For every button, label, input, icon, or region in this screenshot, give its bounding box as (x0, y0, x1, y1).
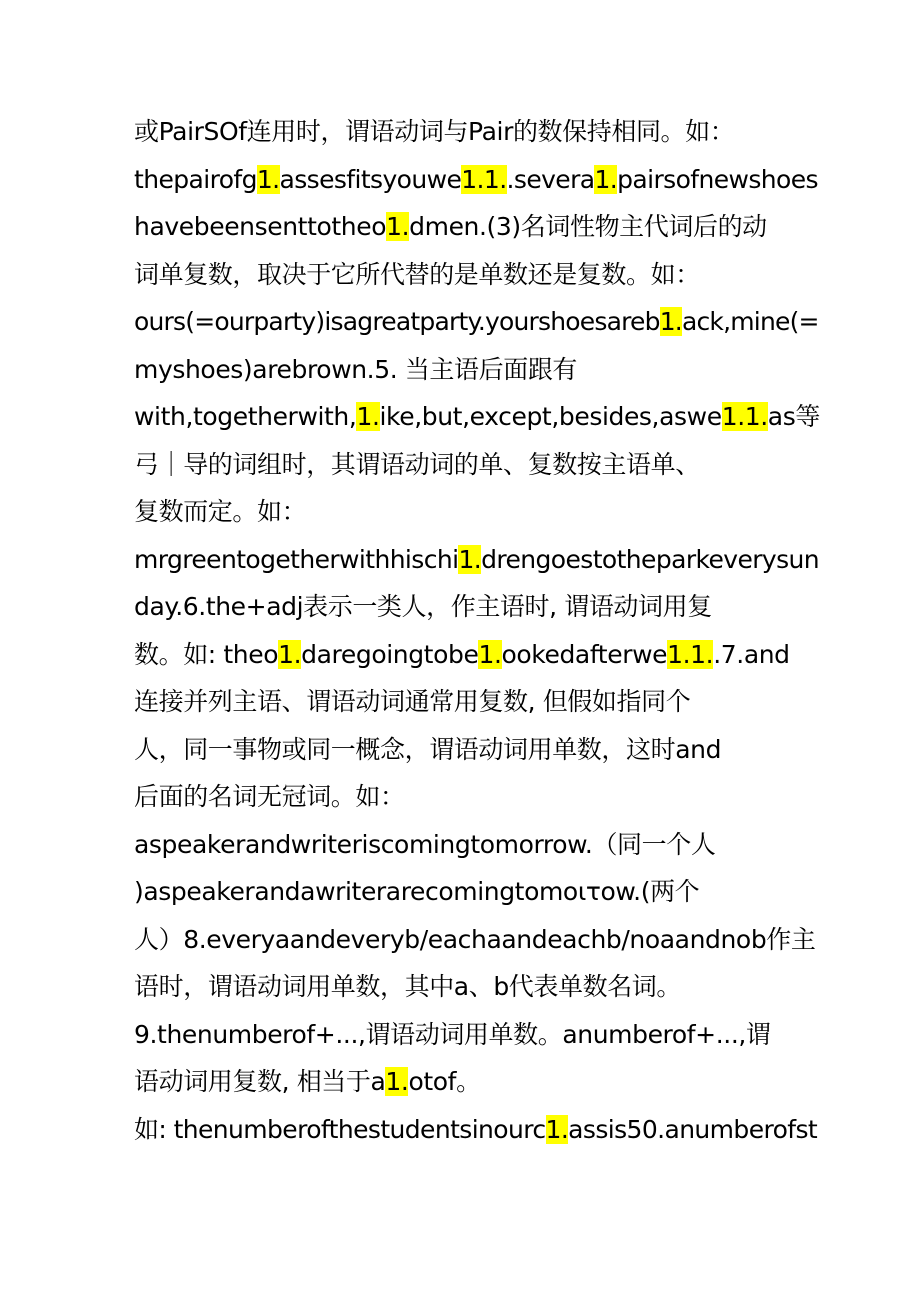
text-segment: dmen.(3)名词性物主代词后的动 (409, 212, 767, 241)
text-line (134, 203, 794, 251)
text-segment: 数。如: theo (134, 639, 279, 669)
text-line (134, 726, 794, 774)
text-segment: 人，同一事物或同一概念，谓语动词用单数，这时and (134, 734, 722, 764)
highlighted-text: 1.1. (667, 639, 714, 669)
text-segment: myshoes)arebrown.5. 当主语后面跟有 (134, 354, 578, 384)
text-line (134, 346, 794, 394)
text-line (134, 963, 794, 1011)
text-segment: ack,mine(= (681, 307, 819, 336)
text-line (134, 916, 816, 964)
highlighted-text: 1. (545, 1114, 569, 1144)
text-line (134, 488, 794, 536)
text-line (134, 1058, 794, 1106)
text-line (134, 868, 794, 916)
text-segment: ookedafterwe (501, 639, 668, 669)
highlighted-text: 1. (386, 212, 410, 241)
document-body-text (134, 108, 820, 1153)
text-segment: 语动词用复数, 相当于a (134, 1067, 386, 1096)
text-line (134, 393, 820, 441)
highlighted-text: 1. (659, 307, 682, 336)
text-segment: thepairofg (134, 164, 257, 194)
highlighted-text: 1. (278, 639, 302, 669)
text-segment: assis50.anumberofst (568, 1114, 818, 1144)
text-segment: 连接并列主语、谓语动词通常用复数, 但假如指同个 (134, 687, 691, 716)
text-line (134, 821, 794, 869)
highlighted-text: 1. (478, 639, 502, 669)
text-segment: 语时，谓语动词用单数，其中a、b代表单数名词。 (134, 972, 681, 1001)
text-segment: pairsofnewshoes (617, 164, 818, 194)
highlighted-text: 1.1. (721, 402, 768, 431)
text-line (134, 1106, 818, 1154)
text-line (134, 631, 794, 679)
text-segment: ours(=ourparty)isagreatparty.yourshoesareb (134, 307, 660, 336)
text-line (134, 108, 794, 156)
text-line (134, 678, 794, 726)
highlighted-text: 1. (256, 164, 280, 194)
text-segment: as等 (767, 402, 820, 431)
text-line (134, 156, 818, 204)
text-segment: .severa (506, 164, 595, 194)
highlighted-text: 1. (594, 164, 618, 194)
highlighted-text: 1. (458, 544, 482, 574)
highlighted-text: 1. (385, 1067, 409, 1096)
text-line (134, 773, 794, 821)
text-line (134, 441, 794, 489)
text-segment: 9.thenumberof+...,谓语动词用单数。anumberof+...,谓 (134, 1019, 771, 1049)
text-segment: 人）8.everyaandeveryb/eachaandeachb/noaandnob作主 (134, 924, 816, 954)
text-segment: otof。 (408, 1067, 481, 1096)
text-segment: )aspeakerandawriterarecomingtomoιτow.(两个 (134, 877, 700, 906)
text-line (134, 583, 794, 631)
text-segment: 词单复数，取决于它所代替的是单数还是复数。如： (134, 259, 700, 289)
text-segment: 如: thenumberofthestudentsinourc (134, 1114, 546, 1144)
text-segment: 或PairSOf连用时，谓语动词与Pair的数保持相同。如： (134, 117, 735, 146)
text-line (134, 251, 794, 299)
text-segment: 弓｜导的词组时，其谓语动词的单、复数按主语单、 (134, 449, 700, 479)
text-segment: 后面的名词无冠词。如： (134, 782, 405, 811)
highlighted-text: 1. (356, 402, 380, 431)
highlighted-text: 1.1. (461, 164, 507, 194)
text-segment: ike,but,except,besides,aswe (379, 402, 722, 431)
text-segment: drengoestotheparkeverysun (481, 544, 820, 574)
text-segment: havebeensenttotheo (134, 212, 387, 241)
text-segment: day.6.the+adj表示一类人，作主语时, 谓语动词用复 (134, 592, 712, 621)
text-segment: with,togetherwith, (134, 402, 357, 431)
text-segment: aspeakerandwriteriscomingtomorrow.（同一个人 (134, 829, 716, 859)
text-line (134, 1011, 794, 1059)
text-segment: 复数而定。如： (134, 497, 307, 526)
text-line (134, 298, 819, 346)
text-segment: mrgreentogetherwithhischi (134, 544, 459, 574)
text-line (134, 536, 820, 584)
text-segment: assesfitsyouwe (279, 164, 462, 194)
text-segment: daregoingtobe (301, 639, 479, 669)
text-segment: .7.and (713, 639, 790, 669)
